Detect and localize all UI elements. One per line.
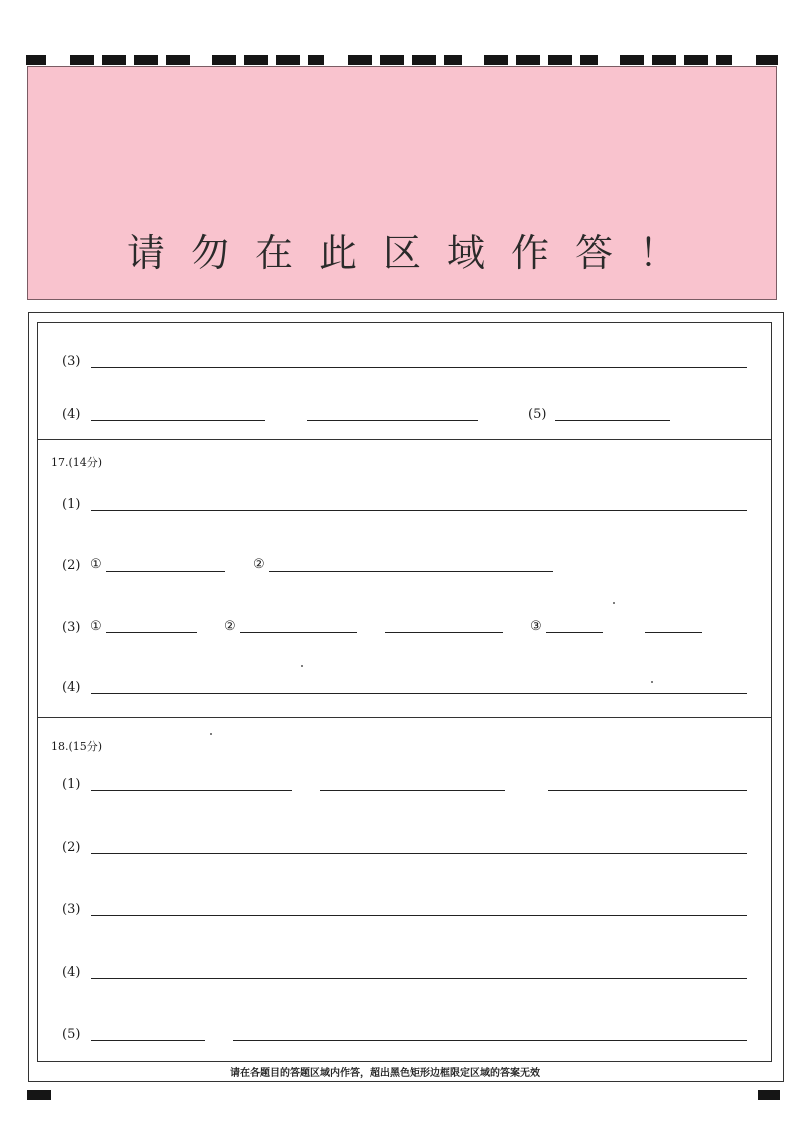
- timing-mark: [412, 55, 436, 65]
- q18-part-2-answer-line[interactable]: [91, 853, 747, 854]
- q18-part-4-answer-line[interactable]: [91, 978, 747, 979]
- no-answer-warning: 请勿在此区域作答！: [126, 231, 703, 275]
- q17-part-2-circle-2: ②: [253, 557, 265, 572]
- timing-mark: [548, 55, 572, 65]
- q17-part-4-label: (4): [62, 680, 81, 695]
- q17-part-3-answer-line-5[interactable]: [645, 632, 702, 633]
- q17-part-3-label: (3): [62, 620, 81, 635]
- q17-part-3-circle-2: ②: [224, 619, 236, 634]
- timing-mark: [26, 55, 46, 65]
- q17-part-1-answer-line[interactable]: [91, 510, 747, 511]
- scan-speck: [613, 602, 615, 604]
- q17-part-4-answer-line[interactable]: [91, 693, 747, 694]
- q18-part-5-label: (5): [62, 1027, 81, 1042]
- timing-mark: [276, 55, 300, 65]
- q16-part-5-label: (5): [528, 407, 547, 422]
- q16-part-3-label: (3): [62, 354, 81, 369]
- timing-mark: [70, 55, 94, 65]
- timing-mark: [652, 55, 676, 65]
- q16-part-5-answer-line[interactable]: [555, 420, 670, 421]
- q16-part-4-answer-line-2[interactable]: [307, 420, 478, 421]
- section-divider: [37, 439, 772, 440]
- timing-mark: [756, 55, 778, 65]
- answer-frame-inner: [37, 322, 772, 1062]
- timing-mark: [516, 55, 540, 65]
- q18-part-5-answer-line-2[interactable]: [233, 1040, 747, 1041]
- q18-part-1-label: (1): [62, 777, 81, 792]
- scan-speck: [210, 733, 212, 735]
- timing-mark: [348, 55, 372, 65]
- timing-mark: [27, 1090, 51, 1100]
- timing-mark: [758, 1090, 780, 1100]
- q17-part-2-label: (2): [62, 558, 81, 573]
- timing-mark: [380, 55, 404, 65]
- q18-part-1-answer-line-1[interactable]: [91, 790, 292, 791]
- timing-mark: [308, 55, 324, 65]
- q17-part-3-answer-line-3[interactable]: [385, 632, 503, 633]
- q17-part-3-circle-1: ①: [90, 619, 102, 634]
- q17-header: 17.(14分): [51, 456, 103, 469]
- q17-part-3-answer-line-1[interactable]: [106, 632, 197, 633]
- footer-note: 请在各题目的答题区域内作答，超出黑色矩形边框限定区域的答案无效: [230, 1068, 540, 1079]
- timing-mark: [134, 55, 158, 65]
- q17-part-2-answer-line-2[interactable]: [269, 571, 553, 572]
- timing-mark: [716, 55, 732, 65]
- q17-part-3-answer-line-4[interactable]: [546, 632, 603, 633]
- timing-mark: [580, 55, 598, 65]
- no-answer-zone: [27, 66, 777, 300]
- q17-part-3-circle-3: ③: [530, 619, 542, 634]
- timing-mark: [620, 55, 644, 65]
- timing-mark: [484, 55, 508, 65]
- q17-part-2-circle-1: ①: [90, 557, 102, 572]
- timing-mark: [212, 55, 236, 65]
- scan-speck: [301, 665, 303, 667]
- timing-mark: [444, 55, 462, 65]
- timing-mark: [166, 55, 190, 65]
- timing-mark: [102, 55, 126, 65]
- q17-part-1-label: (1): [62, 497, 81, 512]
- section-divider: [37, 717, 772, 718]
- q17-part-2-answer-line-1[interactable]: [106, 571, 225, 572]
- q16-part-4-answer-line-1[interactable]: [91, 420, 265, 421]
- q17-part-3-answer-line-2[interactable]: [240, 632, 357, 633]
- q18-part-1-answer-line-3[interactable]: [548, 790, 747, 791]
- scan-speck: [651, 681, 653, 683]
- q16-part-4-label: (4): [62, 407, 81, 422]
- q18-part-3-label: (3): [62, 902, 81, 917]
- q18-header: 18.(15分): [51, 740, 103, 753]
- q18-part-5-answer-line-1[interactable]: [91, 1040, 205, 1041]
- q18-part-2-label: (2): [62, 840, 81, 855]
- q18-part-4-label: (4): [62, 965, 81, 980]
- timing-mark: [684, 55, 708, 65]
- q18-part-1-answer-line-2[interactable]: [320, 790, 505, 791]
- q18-part-3-answer-line[interactable]: [91, 915, 747, 916]
- q16-part-3-answer-line[interactable]: [91, 367, 747, 368]
- timing-mark: [244, 55, 268, 65]
